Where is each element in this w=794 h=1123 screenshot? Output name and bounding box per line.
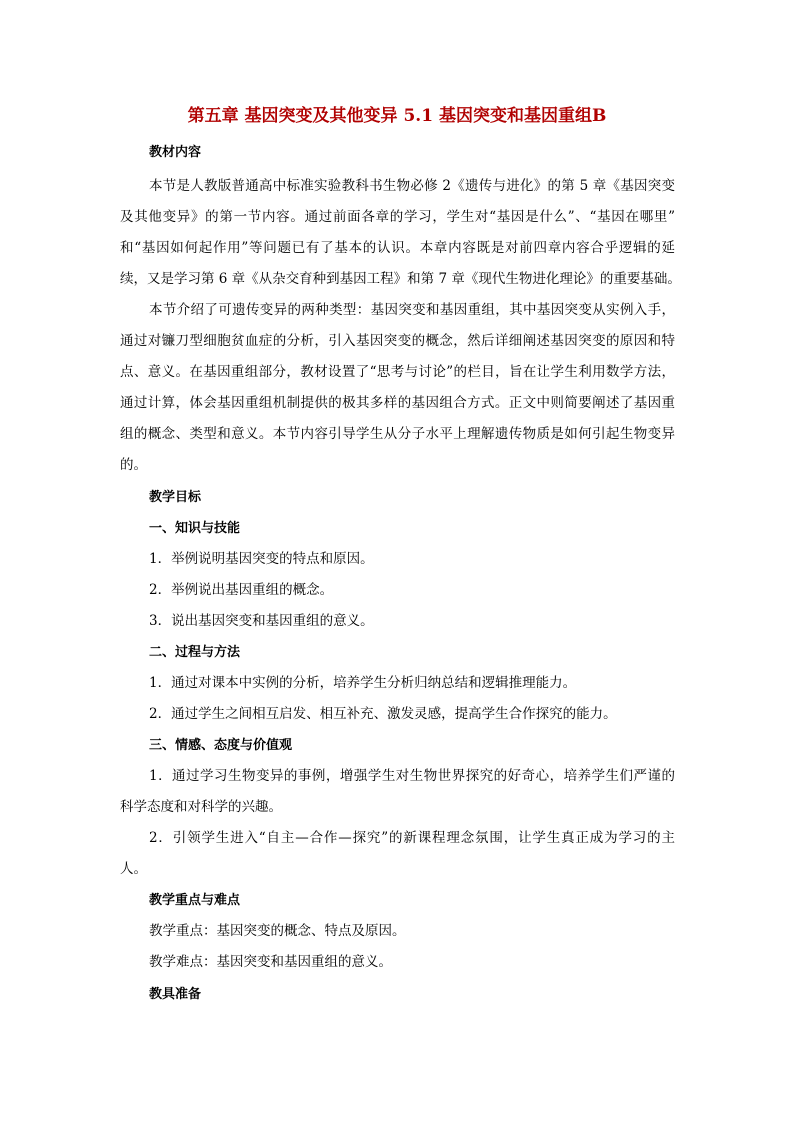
section-heading-focus: 教学重点与难点: [149, 893, 241, 908]
list-item: 1．举例说明基因突变的特点和原因。: [149, 551, 374, 567]
list-item: 1．通过对课本中实例的分析，培养学生分析归纳总结和逻辑推理能力。: [149, 675, 577, 691]
difficulty-text: 教学难点：基因突变和基因重组的意义。: [149, 954, 392, 970]
paragraph-line: 和“基因如何起作用”等问题已有了基本的认识。本章内容既是对前四章内容合乎逻辑的延: [120, 240, 675, 256]
paragraph-line: 通过计算，体会基因重组机制提供的极其多样的基因组合方式。正文中则简要阐述了基因重: [120, 395, 675, 411]
section-heading-tools: 教具准备: [149, 987, 202, 1002]
paragraph-line: 组的概念、类型和意义。本节内容引导学生从分子水平上理解遗传物质是如何引起生物变异: [120, 426, 675, 442]
list-item: 1．通过学习生物变异的事例，增强学生对生物世界探究的好奇心，培养学生们严谨的: [149, 768, 675, 784]
list-item: 3．说出基因突变和基因重组的意义。: [149, 613, 374, 629]
paragraph-line: 及其他变异》的第一节内容。通过前面各章的学习，学生对“基因是什么”、“基因在哪里”: [120, 209, 675, 225]
paragraph-line: 的。: [120, 457, 147, 473]
subheading-knowledge: 一、知识与技能: [149, 521, 241, 536]
paragraph-line: 续，又是学习第 6 章《从杂交育种到基因工程》和第 7 章《现代生物进化理论》的重要基础。: [120, 271, 681, 287]
paragraph-line: 本节介绍了可遗传变异的两种类型：基因突变和基因重组，其中基因突变从实例入手，: [149, 302, 675, 318]
list-item-continued: 人。: [120, 861, 147, 877]
list-item: 2．通过学生之间相互启发、相互补充、激发灵感，提高学生合作探究的能力。: [149, 706, 617, 722]
focus-text: 教学重点：基因突变的概念、特点及原因。: [149, 923, 406, 939]
section-heading-content: 教材内容: [149, 145, 202, 160]
list-item: 2．引领学生进入“自主—合作—探究”的新课程理念氛围，让学生真正成为学习的主: [149, 830, 675, 846]
paragraph-line: 本节是人教版普通高中标准实验教科书生物必修 2《遗传与进化》的第 5 章《基因突变: [149, 178, 675, 194]
document-title: 第五章 基因突变及其他变异 5.1 基因突变和基因重组B: [187, 106, 607, 126]
list-item: 2．举例说出基因重组的概念。: [149, 582, 334, 598]
section-heading-goals: 教学目标: [149, 490, 202, 505]
list-item-continued: 科学态度和对科学的兴趣。: [120, 799, 282, 815]
paragraph-line: 通过对镰刀型细胞贫血症的分析，引入基因突变的概念，然后详细阐述基因突变的原因和特: [120, 333, 675, 349]
paragraph-line: 点、意义。在基因重组部分，教材设置了“思考与讨论”的栏目，旨在让学生利用数学方法，: [120, 364, 675, 380]
subheading-emotion: 三、情感、态度与价值观: [149, 738, 293, 753]
subheading-process: 二、过程与方法: [149, 645, 241, 660]
